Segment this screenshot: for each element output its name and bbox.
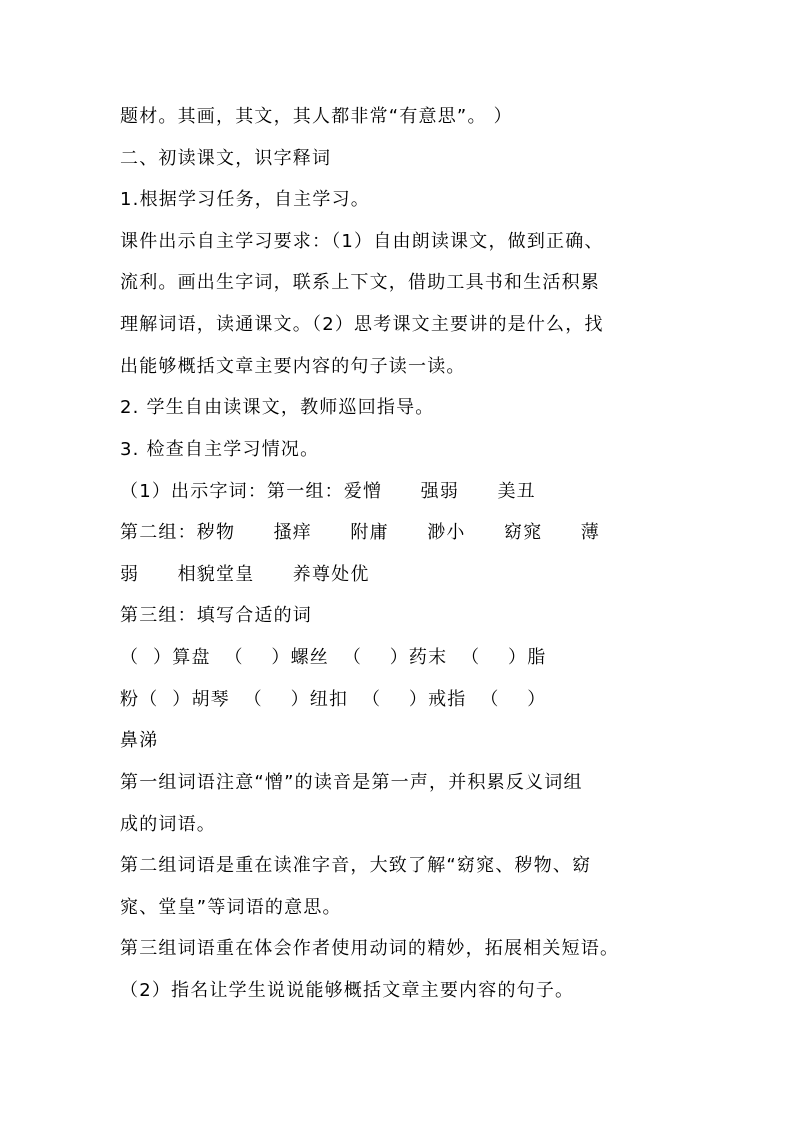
text-line: 第三组：填写合适的词 xyxy=(120,605,312,626)
text-line: 流利。画出生字词，联系上下文，借助工具书和生活积累 xyxy=(120,272,600,293)
text-line: 题材。其画，其文，其人都非常“有意思”。 ） xyxy=(120,106,513,127)
text-line: 第一组词语注意“憎”的读音是第一声，并积累反义词组 xyxy=(120,772,583,793)
text-line: 3. 检查自主学习情况。 xyxy=(120,439,320,460)
text-line: 弱 相貌堂皇 养尊处优 xyxy=(120,564,370,585)
text-line: 粉（ ）胡琴 （ ）纽扣 （ ）戒指 （ ） xyxy=(120,689,547,710)
text-line: 第二组词语是重在读准字音，大致了解“窈窕、秽物、窈 xyxy=(120,855,592,876)
text-line: 鼻涕 xyxy=(120,730,159,751)
text-line: 课件出示自主学习要求：（1）自由朗读课文，做到正确、 xyxy=(120,231,604,252)
text-line: 成的词语。 xyxy=(120,814,216,835)
text-line: 第三组词语重在体会作者使用动词的精妙，拓展相关短语。 xyxy=(120,938,620,959)
text-line: （2）指名让学生说说能够概括文章主要内容的句子。 xyxy=(120,980,575,1001)
text-line: 第二组：秽物 搔痒 附庸 渺小 窈窕 薄 xyxy=(120,522,600,543)
text-line: 1.根据学习任务，自主学习。 xyxy=(120,189,370,210)
text-line: 出能够概括文章主要内容的句子读一读。 xyxy=(120,356,466,377)
text-line: 理解词语，读通课文。（2）思考课文主要讲的是什么，找 xyxy=(120,314,604,335)
text-line: （ ）算盘 （ ）螺丝 （ ）药末 （ ）脂 xyxy=(120,647,547,668)
text-line: （1）出示字词：第一组：爱憎 强弱 美丑 xyxy=(120,481,536,502)
text-line: 窕、堂皇”等词语的意思。 xyxy=(120,897,342,918)
section-heading: 二、初读课文，识字释词 xyxy=(120,148,332,169)
text-line: 2. 学生自由读课文，教师巡回指导。 xyxy=(120,397,435,418)
